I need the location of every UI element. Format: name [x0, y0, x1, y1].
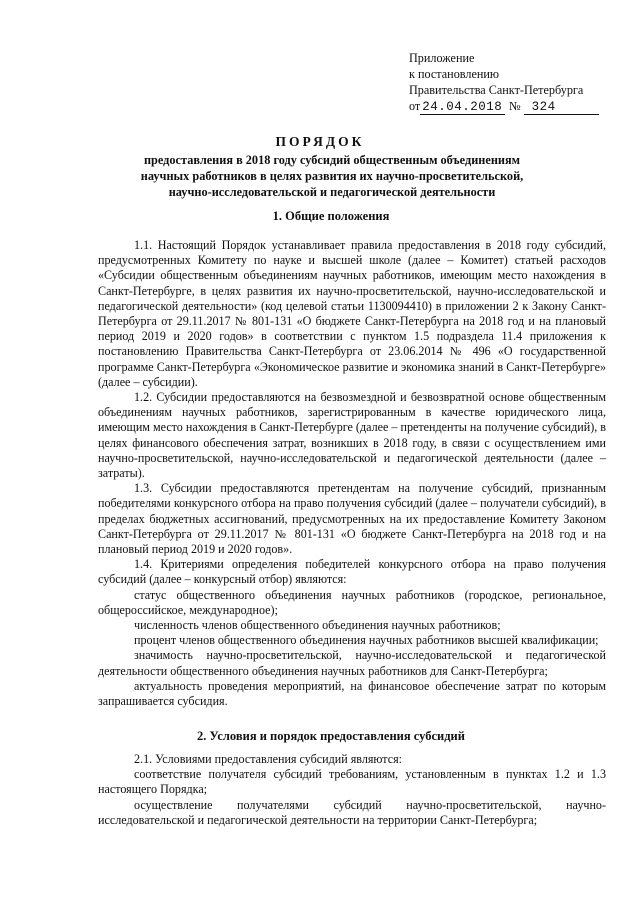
condition-2: осуществление получателями субсидий научно-просветительской, научно-исследовательской и педагогической деятельности на территории Санкт-Петербурга; — [98, 797, 606, 827]
section-2-body — [98, 752, 606, 828]
paragraph-1-1: 1.1. Настоящий Порядок устанавливает правила предоставления в 2018 году субсидий, предусмотренных Комитету по науке и высшей школе (далее – Комитет) статьей расходов «Субсидии общественным объединениям научных работников, имеющим место нахождения в Санкт-Петербурге, в целях развития их научно-просветительской, научно-исследовательской и педагогической деятельности» (код целевой статьи 1130094410) в приложении 2 к Закону Санкт-Петербурга от 29.11.2017 № 801-131 «О бюджете Санкт-Петербурга на 2018 год и на плановый период 2019 и 2020 годов» в соответствии с пунктом 1.5 подраздела 11.4 приложения к постановлению Правительства Санкт-Петербурга от 23.06.2014 № 496 «О государственной программе Санкт-Петербурга «Экономическое развитие и экономика знаний в Санкт-Петербурге» (далее – субсидии). — [98, 238, 606, 389]
appendix-block — [409, 50, 599, 115]
condition-1: соответствие получателя субсидий требованиям, установленным в пунктах 1.2 и 1.3 настоящего Порядка; — [98, 767, 606, 797]
appendix-line-3: Правительства Санкт-Петербурга — [409, 83, 584, 97]
appendix-line-2: к постановлению — [409, 67, 500, 81]
appendix-date-number — [409, 98, 599, 115]
criterion-4: значимость научно-просветительской, научно-исследовательской и педагогической деятельности общественного объединения научных работников для Санкт-Петербурга; — [98, 648, 606, 678]
resolution-number: 324 — [524, 100, 599, 115]
paragraph-2-1: 2.1. Условиями предоставления субсидий являются: — [134, 752, 403, 766]
criterion-2: численность членов общественного объединения научных работников; — [134, 618, 501, 633]
document-subtitle: предоставления в 2018 году субсидий общественным объединениям научных работников в целях развития их научно-просветительской, научно-исследовательской и педагогической деятельности — [140, 153, 524, 199]
resolution-date: 24.04.2018 — [420, 100, 505, 115]
paragraph-1-4: 1.4. Критериями определения победителей конкурсного отбора на право получения субсидий (далее – конкурсный отбор) являются: — [98, 557, 606, 587]
criterion-3: процент членов общественного объединения научных работников высшей квалификации; — [134, 633, 599, 648]
criterion-1: статус общественного объединения научных работников (городское, региональное, общероссийское, международное); — [98, 587, 606, 617]
document-title: ПОРЯДОК — [275, 134, 365, 149]
paragraph-1-3: 1.3. Субсидии предоставляются претендентам на получение субсидий, признанным победителями конкурсного отбора на право получения субсидий (далее – получатели субсидий), в пределах бюджетных ассигнований, предусмотренных на их предоставление Комитету Законом Санкт-Петербурга от 29.11.2017 № 801-131 «О бюджете Санкт-Петербурга на 2018 год и на плановый период 2019 и 2020 годов». — [98, 481, 606, 557]
number-sign: № — [509, 99, 521, 113]
section-1-body — [98, 238, 606, 709]
section-1-heading: 1. Общие положения — [272, 209, 390, 223]
appendix-line-1: Приложение — [409, 51, 475, 65]
criterion-5: актуальность проведения мероприятий, на финансовое обеспечение затрат по которым запрашивается субсидия. — [98, 678, 606, 709]
date-prefix: от — [409, 99, 421, 113]
section-2-heading: 2. Условия и порядок предоставления субсидий — [197, 729, 465, 743]
paragraph-1-2: 1.2. Субсидии предоставляются на безвозмездной и безвозвратной основе общественным объединениям научных работников, зарегистрированным в качестве юридического лица, имеющим место нахождения в Санкт-Петербурге (далее – претенденты на получение субсидий), в целях финансового обеспечения затрат, возникших в 2018 году, в связи с осуществлением ими научно-просветительской, научно-исследовательской и педагогической деятельности (далее – затраты). — [98, 390, 606, 481]
